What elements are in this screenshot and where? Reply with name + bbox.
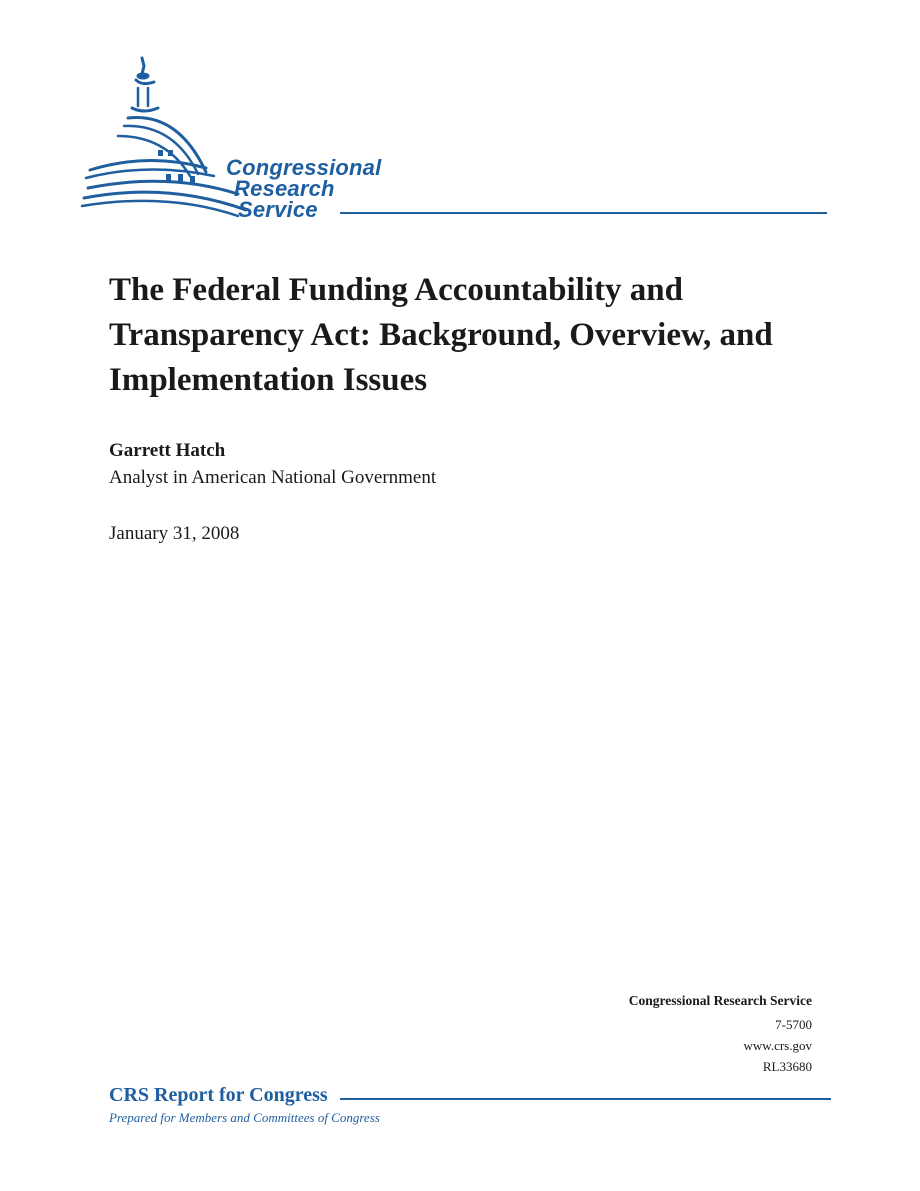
- crs-website: www.crs.gov: [743, 1038, 812, 1053]
- crs-logo: [78, 52, 838, 227]
- logo-rule: [340, 212, 827, 214]
- crs-report-for-congress: CRS Report for Congress: [109, 1084, 332, 1107]
- report-title: The Federal Funding Accountability and Transparency Act: Background, Overview, and Implementation Issues: [109, 272, 773, 398]
- prepared-for-line: Prepared for Members and Committees of Congress: [109, 1110, 380, 1125]
- logo-line-service: Service: [238, 197, 318, 222]
- footer-rule: [340, 1098, 831, 1100]
- crs-name: Congressional Research Service: [628, 993, 812, 1008]
- logo-line-congressional: Congressional: [226, 155, 382, 180]
- report-date: January 31, 2008: [109, 523, 240, 544]
- logo-line-research: Research: [234, 176, 335, 201]
- author-role: Analyst in American National Government: [109, 467, 437, 488]
- crs-report-number: RL33680: [762, 1059, 812, 1074]
- crs-phone: 7-5700: [775, 1017, 812, 1032]
- crs-info-block: [629, 990, 812, 1077]
- author-name: Garrett Hatch: [109, 440, 226, 461]
